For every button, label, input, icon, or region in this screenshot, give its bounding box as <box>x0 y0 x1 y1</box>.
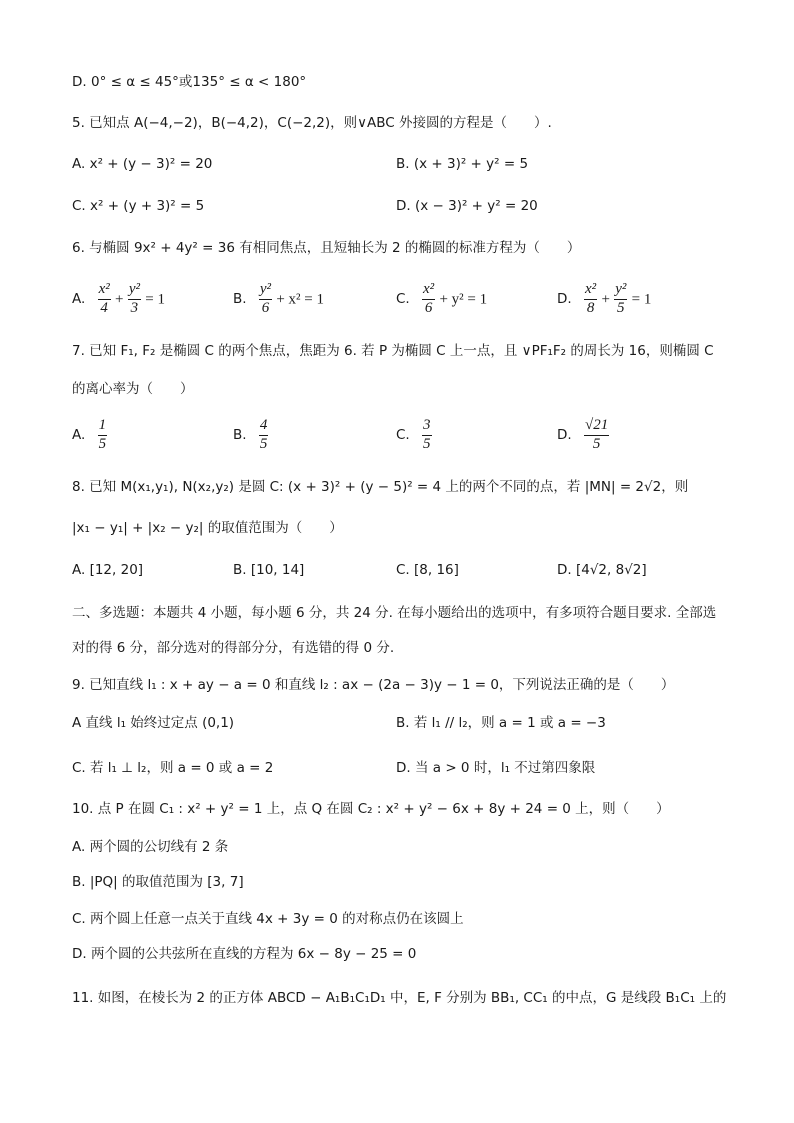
q7-option-a <box>72 418 107 453</box>
q7-d-fraction <box>584 418 609 453</box>
q6-b-fraction <box>259 282 272 317</box>
q7-option-c-label: C. <box>396 427 410 444</box>
q9-option-c: C. 若 l₁ ⊥ l₂，则 a = 0 或 a = 2 <box>72 760 274 776</box>
q7-a-num: 1 <box>98 418 108 436</box>
q7-option-d-label: D. <box>557 427 572 444</box>
q6-a-tail: = 1 <box>145 291 165 308</box>
q8-option-d: D. [4√2, 8√2] <box>557 562 647 578</box>
q6-a-den-2: 3 <box>130 299 139 316</box>
q11-stem: 11. 如图，在棱长为 2 的正方体 ABCD − A₁B₁C₁D₁ 中，E, F 分别为 BB₁, CC₁ 的中点，G 是线段 B₁C₁ 上的 <box>72 990 727 1006</box>
q7-d-den: 5 <box>592 435 601 452</box>
q7-option-a-label: A. <box>72 427 86 444</box>
q6-stem: 6. 与椭圆 9x² + 4y² = 36 有相同焦点，且短轴长为 2 的椭圆的标准方程为（ ） <box>72 240 581 256</box>
q10-stem: 10. 点 P 在圆 C₁ : x² + y² = 1 上，点 Q 在圆 C₂ : x² + y² − 6x + 8y + 24 = 0 上，则（ ） <box>72 801 670 817</box>
q6-a-fraction-1 <box>98 282 111 317</box>
q7-a-den: 5 <box>98 435 107 452</box>
q6-d-fraction-1 <box>584 282 597 317</box>
q6-option-a <box>72 282 165 317</box>
q6-d-fraction-2 <box>614 282 627 317</box>
q6-option-b-label: B. <box>233 291 247 308</box>
q6-a-den-1: 4 <box>100 299 108 316</box>
q6-option-d <box>557 282 651 317</box>
q6-option-c <box>396 282 487 317</box>
q10-option-b: B. |PQ| 的取值范围为 [3, 7] <box>72 874 244 890</box>
q7-option-d <box>557 418 609 453</box>
q6-a-fraction-2 <box>128 282 141 317</box>
q7-option-b <box>233 418 268 453</box>
q6-c-den: 6 <box>424 299 433 316</box>
q9-stem: 9. 已知直线 l₁ : x + ay − a = 0 和直线 l₂ : ax − (2a − 3)y − 1 = 0，下列说法正确的是（ ） <box>72 677 675 693</box>
q8-option-c: C. [8, 16] <box>396 562 459 578</box>
q6-d-num-1: x² <box>584 282 597 300</box>
q7-option-c <box>396 418 432 453</box>
q8-option-b: B. [10, 14] <box>233 562 305 578</box>
section-2-heading-line-2: 对的得 6 分，部分选对的得部分分，有选错的得 0 分. <box>72 640 395 656</box>
q7-b-num: 4 <box>259 418 269 436</box>
q5-stem: 5. 已知点 A(−4,−2)，B(−4,2)，C(−2,2)，则∨ABC 外接圆的方程是（ ）. <box>72 115 552 131</box>
q5-option-b: B. (x + 3)² + y² = 5 <box>396 156 529 172</box>
q5-option-c: C. x² + (y + 3)² = 5 <box>72 198 205 214</box>
q8-stem-line-1: 8. 已知 M(x₁,y₁), N(x₂,y₂) 是圆 C: (x + 3)² + (y − 5)² = 4 上的两个不同的点，若 |MN| = 2√2，则 <box>72 479 689 495</box>
q6-option-c-label: C. <box>396 291 410 308</box>
q6-a-num-1: x² <box>98 282 111 300</box>
q8-stem-line-2: |x₁ − y₁| + |x₂ − y₂| 的取值范围为（ ） <box>72 520 343 536</box>
q7-c-den: 5 <box>423 435 431 452</box>
q6-d-den-2: 5 <box>617 299 625 316</box>
q7-c-fraction <box>422 418 432 453</box>
q6-d-plus: + <box>601 291 610 308</box>
q4-option-d: D. 0° ≤ α ≤ 45°或135° ≤ α < 180° <box>72 74 307 90</box>
q6-a-num-2: y² <box>128 282 141 300</box>
q9-option-b: B. 若 l₁ // l₂，则 a = 1 或 a = −3 <box>396 715 606 731</box>
q10-option-a: A. 两个圆的公切线有 2 条 <box>72 839 229 855</box>
q6-option-d-label: D. <box>557 291 572 308</box>
q6-c-tail: + y² = 1 <box>439 291 488 308</box>
q5-option-a: A. x² + (y − 3)² = 20 <box>72 156 213 172</box>
q6-option-b <box>233 282 324 317</box>
q6-d-tail: = 1 <box>631 291 652 308</box>
q6-b-num: y² <box>259 282 272 300</box>
q6-c-num: x² <box>422 282 435 300</box>
q6-a-plus: + <box>115 291 124 308</box>
q6-b-den: 6 <box>261 299 270 316</box>
q5-option-d: D. (x − 3)² + y² = 20 <box>396 198 538 214</box>
q10-option-d: D. 两个圆的公共弦所在直线的方程为 6x − 8y − 25 = 0 <box>72 946 417 962</box>
q6-d-num-2: y² <box>614 282 627 300</box>
q6-d-den-1: 8 <box>586 299 595 316</box>
q7-b-fraction <box>259 418 269 453</box>
q7-c-num: 3 <box>422 418 432 436</box>
q7-option-b-label: B. <box>233 427 247 444</box>
section-2-heading-line-1: 二、多选题：本题共 4 小题，每小题 6 分，共 24 分. 在每小题给出的选项中，有多项符合题目要求. 全部选 <box>72 605 717 621</box>
q6-option-a-label: A. <box>72 291 86 308</box>
q7-d-num: √21 <box>584 418 609 436</box>
q6-b-tail: + x² = 1 <box>276 291 324 308</box>
q9-option-a: A 直线 l₁ 始终过定点 (0,1) <box>72 715 235 731</box>
q8-option-a: A. [12, 20] <box>72 562 144 578</box>
q7-a-fraction <box>98 418 108 453</box>
q7-b-den: 5 <box>259 435 268 452</box>
q10-option-c: C. 两个圆上任意一点关于直线 4x + 3y = 0 的对称点仍在该圆上 <box>72 911 464 927</box>
q7-stem-line-2: 的离心率为（ ） <box>72 381 194 397</box>
q7-stem-line-1: 7. 已知 F₁, F₂ 是椭圆 C 的两个焦点，焦距为 6. 若 P 为椭圆 C 上一点，且 ∨PF₁F₂ 的周长为 16，则椭圆 C <box>72 343 714 359</box>
q9-option-d: D. 当 a > 0 时，l₁ 不过第四象限 <box>396 760 596 776</box>
q6-c-fraction <box>422 282 435 317</box>
